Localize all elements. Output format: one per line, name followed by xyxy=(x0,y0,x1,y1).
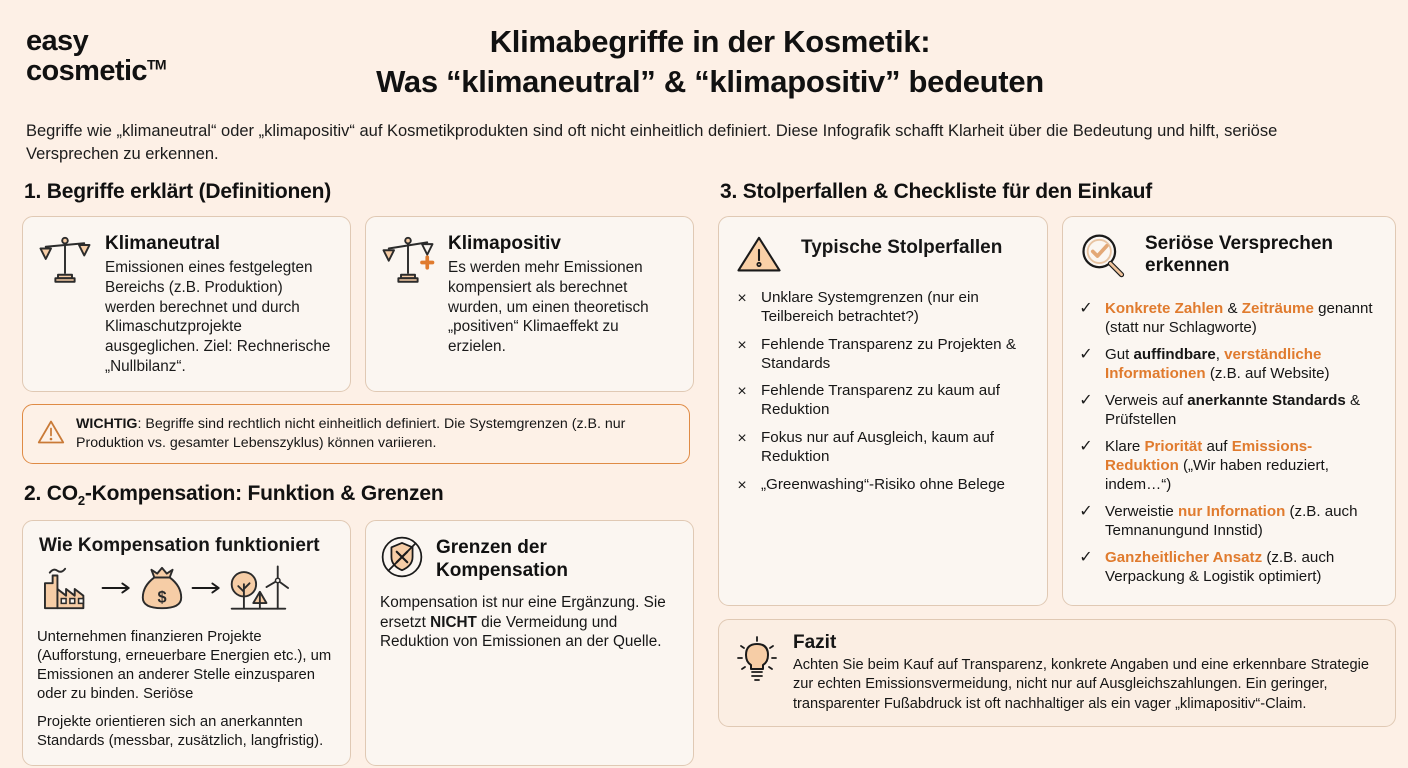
plain-text: (z.B. auch Temnanungund Innstid) xyxy=(1105,503,1358,540)
list-item xyxy=(733,429,1031,467)
list-item xyxy=(1077,437,1379,494)
list-item xyxy=(733,382,1031,420)
card-klimapositiv xyxy=(365,216,694,392)
list-item xyxy=(733,289,1031,327)
warning-triangle-icon xyxy=(37,418,65,446)
card-title-how-compensation-works: Wie Kompensation funktioniert xyxy=(39,535,320,557)
scales-plus-icon xyxy=(380,231,436,287)
card-grenzen-der-kompensation xyxy=(365,520,694,766)
card-body-limits: Kompensation ist nur eine Ergänzung. Sie ersetzt NICHT die Vermeidung und Reduktion von Emissionen an der Quelle. xyxy=(380,593,666,651)
cross-icon: × xyxy=(737,290,747,307)
list-item-label xyxy=(1105,391,1379,429)
page-title-line-2: Was “klimaneutral” & “klimapositiv” bedeuten xyxy=(376,63,1044,99)
important-note-body: : Begriffe sind rechtlich nicht einheitlich definiert. Die Systemgrenzen (z.B. nur Produktion vs. gesamter Lebenszyklus) können variieren. xyxy=(76,416,626,451)
plain-text: , xyxy=(1215,346,1225,364)
card-serioese-versprechen-erkennen xyxy=(1062,216,1396,606)
plain-text: Verweis auf xyxy=(1105,392,1188,410)
list-item xyxy=(733,336,1031,374)
nature-wind-icon xyxy=(227,563,289,618)
shield-cross-icon xyxy=(380,535,424,579)
list-item-label: „Greenwashing“-Risiko ohne Belege xyxy=(761,475,1005,493)
card-fazit xyxy=(718,619,1396,727)
card-title-serious-line-1: Seriöse Versprechen xyxy=(1145,233,1333,254)
plain-text: auf xyxy=(1202,438,1232,456)
check-icon: ✓ xyxy=(1079,438,1093,456)
serious-promises-list xyxy=(1077,299,1379,586)
fazit-body: Achten Sie beim Kauf auf Transparenz, konkrete Angaben und eine erkennbare Strategie zur echten Emissionsvermeidung, nicht nur auf Ausgleichszahlungen. Ein geringer, transparenter Fußabdruck ist oft nachhaltiger als ein vager „klimapositiv“-Claim. xyxy=(793,657,1370,712)
plain-text: Verweistie xyxy=(1105,503,1178,521)
card-body-klimapositiv: Es werden mehr Emissionen kompensiert als berechnet wurden, um einen theoretisch „positiven“ Klimaeffekt zu erzielen. xyxy=(448,258,649,356)
highlight-text: Zeiträume xyxy=(1241,300,1314,317)
how-compensation-text xyxy=(37,628,334,751)
list-item-label: Fehlende Transparenz zu kaum auf Reduktion xyxy=(761,382,1000,419)
page-title xyxy=(300,22,1120,101)
plain-text: Klare xyxy=(1105,438,1145,456)
list-item-label: Fehlende Transparenz zu Projekten & Standards xyxy=(761,335,1016,372)
list-item xyxy=(1077,502,1379,540)
compensation-flow xyxy=(39,563,334,618)
list-item-label xyxy=(1105,502,1379,540)
intro-paragraph: Begriffe wie „klimaneutral“ oder „klimapositiv“ auf Kosmetikprodukten sind oft nicht einheitlich definiert. Diese Infografik schafft Klarheit über die Bedeutung und hilft, seriöse Versprechen zu erkennen. xyxy=(26,122,1278,163)
svg-text:$: $ xyxy=(157,588,167,607)
card-title-limits-line-2: Kompensation xyxy=(436,559,568,581)
card-klimaneutral xyxy=(22,216,351,392)
money-bag-icon xyxy=(137,564,187,617)
plain-text: genannt (statt nur Schlagworte) xyxy=(1105,300,1373,337)
cross-icon: × xyxy=(737,476,747,494)
card-title-pitfalls: Typische Stolperfallen xyxy=(801,237,1003,258)
checklist-cards-row xyxy=(718,216,1396,606)
highlight-text: Emissions-Reduktion xyxy=(1105,438,1313,475)
card-title-serious-line-2: erkennen xyxy=(1145,254,1230,276)
highlight-text: Konkrete Zahlen xyxy=(1105,300,1224,317)
card-title-klimaneutral: Klimaneutral xyxy=(105,233,221,254)
list-item xyxy=(1077,391,1379,429)
list-item-label: Unklare Systemgrenzen (nur ein Teilbereich betrachtet?) xyxy=(761,289,979,325)
section-1-heading: 1. Begriffe erklärt (Definitionen) xyxy=(24,180,332,203)
trademark-symbol: TM xyxy=(146,56,166,73)
left-column xyxy=(22,180,694,766)
scales-icon xyxy=(37,231,93,287)
magnifier-check-icon xyxy=(1077,231,1133,287)
cross-icon: × xyxy=(737,336,747,354)
bold-text: auffindbare xyxy=(1133,346,1216,364)
list-item-label: Fokus nur auf Ausgleich, kaum auf Reduktion xyxy=(761,429,995,465)
brand-line-1: easy xyxy=(26,25,89,57)
highlight-text: Priorität xyxy=(1144,438,1203,456)
plain-text: & xyxy=(1223,300,1242,317)
cross-icon: × xyxy=(737,383,747,401)
important-note xyxy=(22,404,690,464)
list-item xyxy=(1077,345,1379,383)
card-wie-kompensation-funktioniert xyxy=(22,520,351,766)
list-item-label xyxy=(1105,548,1379,586)
list-item xyxy=(733,476,1031,496)
cross-icon: × xyxy=(737,430,747,448)
bold-text: anerkannte Standards xyxy=(1187,392,1346,410)
pitfalls-list xyxy=(733,289,1031,495)
highlight-text: nur Infornation xyxy=(1178,503,1286,521)
definition-cards-row xyxy=(22,216,694,392)
brand-logo xyxy=(26,26,166,87)
card-body-klimaneutral: Emissionen eines festgelegten Bereichs (z.B. Produktion) werden berechnet und durch Klimaschutzprojekte ausgeglichen. Ziel: Rechnerische „Nullbilanz“. xyxy=(105,258,331,376)
plain-text: Gut xyxy=(1105,346,1134,364)
list-item-label xyxy=(1105,299,1379,337)
section-2-heading: 2. $CO_2$-Kompensation: Funktion & Grenzen xyxy=(24,481,444,509)
arrow-right-icon xyxy=(99,578,135,603)
list-item-label xyxy=(1105,345,1379,383)
lightbulb-icon xyxy=(733,634,781,686)
plain-text: (z.B. auch Verpackung & Logistik optimiert) xyxy=(1105,549,1335,586)
list-item xyxy=(1077,299,1379,337)
card-title-limits-line-1: Grenzen der xyxy=(436,537,547,559)
plain-text: („Wir haben reduziert, indem…“) xyxy=(1105,457,1329,494)
plain-text: (z.B. auf Website) xyxy=(1205,365,1330,383)
check-icon: ✓ xyxy=(1079,503,1093,521)
card-title-klimapositiv: Klimapositiv xyxy=(448,233,561,254)
important-note-label: WICHTIG xyxy=(76,416,138,433)
important-note-text xyxy=(76,415,675,453)
section-3-heading: 3. Stolperfallen & Checkliste für den Einkauf xyxy=(720,180,1153,203)
highlight-text: Ganzheitlicher Ansatz xyxy=(1105,549,1263,567)
right-column xyxy=(718,180,1396,727)
check-icon: ✓ xyxy=(1079,392,1093,410)
highlight-text: verständliche Informationen xyxy=(1105,346,1322,383)
page-title-line-1: Klimabegriffe in der Kosmetik: xyxy=(489,24,931,59)
limits-emphasis: NICHT xyxy=(430,613,477,631)
compensation-cards-row xyxy=(22,520,694,766)
header xyxy=(0,0,1408,108)
card-typische-stolperfallen xyxy=(718,216,1048,606)
brand-line-2: cosmetic™ xyxy=(26,55,166,88)
arrow-right-icon xyxy=(189,578,225,603)
plain-text: & Prüfstellen xyxy=(1105,392,1361,429)
list-item xyxy=(1077,548,1379,586)
factory-icon xyxy=(39,564,97,617)
list-item-label xyxy=(1105,437,1379,494)
how-compensation-para-2: Projekte orientieren sich an anerkannten Standards (messbar, zusätzlich, langfristig). xyxy=(37,714,324,750)
fazit-title: Fazit xyxy=(793,632,837,653)
warning-triangle-icon xyxy=(733,231,789,287)
how-compensation-para-1: Unternehmen finanzieren Projekte (Aufforstung, erneuerbare Energien etc.), um Emissionen an anderer Stelle einzusparen oder zu binden. Seriöse xyxy=(37,629,332,703)
check-icon: ✓ xyxy=(1079,300,1093,317)
check-icon: ✓ xyxy=(1079,346,1093,364)
check-icon: ✓ xyxy=(1079,549,1093,567)
